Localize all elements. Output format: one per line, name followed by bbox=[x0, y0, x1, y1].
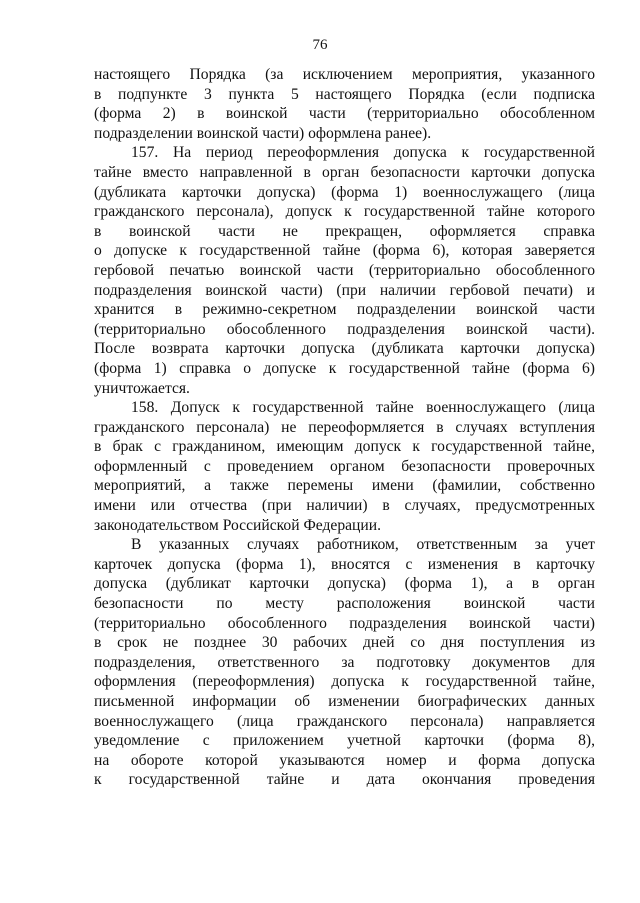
text-line: (дубликата карточки допуска) (форма 1) военнослужащего (лица bbox=[94, 183, 595, 201]
text-line: уведомление с приложением учетной карточки (форма 8), bbox=[94, 732, 595, 750]
document-body-text bbox=[94, 65, 595, 790]
text-line: военнослужащего (лица гражданского персонала) направляется bbox=[94, 712, 595, 730]
text-line: настоящего Порядка (за исключением мероприятия, указанного bbox=[94, 66, 595, 83]
text-line: (форма 1) справка о допуске к государственной тайне (форма 6) bbox=[94, 359, 595, 377]
text-line: в воинской части не прекращен, оформляется справка bbox=[94, 222, 595, 240]
text-line: 158. Допуск к государственной тайне военнослужащего (лица bbox=[131, 399, 595, 417]
text-line: (территориально обособленного подразделения воинской части) bbox=[94, 614, 595, 632]
text-line: в подпункте 3 пункта 5 настоящего Порядка (если подписка bbox=[94, 85, 595, 103]
text-line: В указанных случаях работником, ответственным за учет bbox=[131, 536, 595, 554]
text-line: подразделения, ответственного за подготовку документов для bbox=[94, 653, 595, 671]
text-line: После возврата карточки допуска (дубликата карточки допуска) bbox=[94, 340, 595, 358]
text-line: уничтожается. bbox=[94, 379, 190, 397]
text-line: хранится в режимно-секретном подразделении воинской части bbox=[94, 301, 595, 319]
text-line: тайне вместо направленной в орган безопасности карточки допуска bbox=[94, 163, 595, 181]
text-line: в срок не позднее 30 рабочих дней со дня поступления из bbox=[94, 634, 595, 652]
text-line: гражданского персонала) не переоформляется в случаях вступления bbox=[94, 418, 595, 436]
text-line: к государственной тайне и дата окончания проведения bbox=[94, 771, 595, 789]
text-line: оформленный с проведением органом безопасности проверочных bbox=[94, 457, 595, 475]
text-line: гражданского персонала), допуск к государственной тайне которого bbox=[94, 203, 595, 221]
text-line: подразделении воинской части) оформлена ранее). bbox=[94, 124, 432, 142]
text-line: безопасности по месту расположения воинской части bbox=[94, 595, 595, 613]
text-line: на обороте которой указываются номер и форма допуска bbox=[94, 751, 595, 769]
text-line: письменной информации об изменении биографических данных bbox=[94, 693, 595, 710]
text-line: подразделения воинской части) (при наличии гербовой печати) и bbox=[94, 281, 595, 299]
page-number: 76 bbox=[312, 37, 328, 53]
text-line: гербовой печатью воинской части (территориально обособленного bbox=[94, 261, 595, 279]
text-line: оформления (переоформления) допуска к государственной тайне, bbox=[94, 673, 595, 691]
text-line: карточек допуска (форма 1), вносятся с изменения в карточку bbox=[94, 555, 595, 573]
text-line: (территориально обособленного подразделения воинской части). bbox=[94, 320, 595, 338]
text-line: в брак с гражданином, имеющим допуск к государственной тайне, bbox=[94, 438, 595, 456]
text-line: о допуске к государственной тайне (форма 6), которая заверяется bbox=[94, 242, 595, 260]
text-line: допуска (дубликат карточки допуска) (форма 1), а в орган bbox=[94, 575, 595, 593]
text-line: (форма 2) в воинской части (территориально обособленном bbox=[94, 105, 595, 123]
text-line: 157. На период переоформления допуска к государственной bbox=[131, 144, 595, 162]
text-line: мероприятий, а также перемены имени (фамилии, собственно bbox=[94, 477, 595, 495]
text-line: законодательством Российской Федерации. bbox=[94, 516, 381, 534]
text-line: имени или отчества (при наличии) в случаях, предусмотренных bbox=[94, 497, 595, 515]
